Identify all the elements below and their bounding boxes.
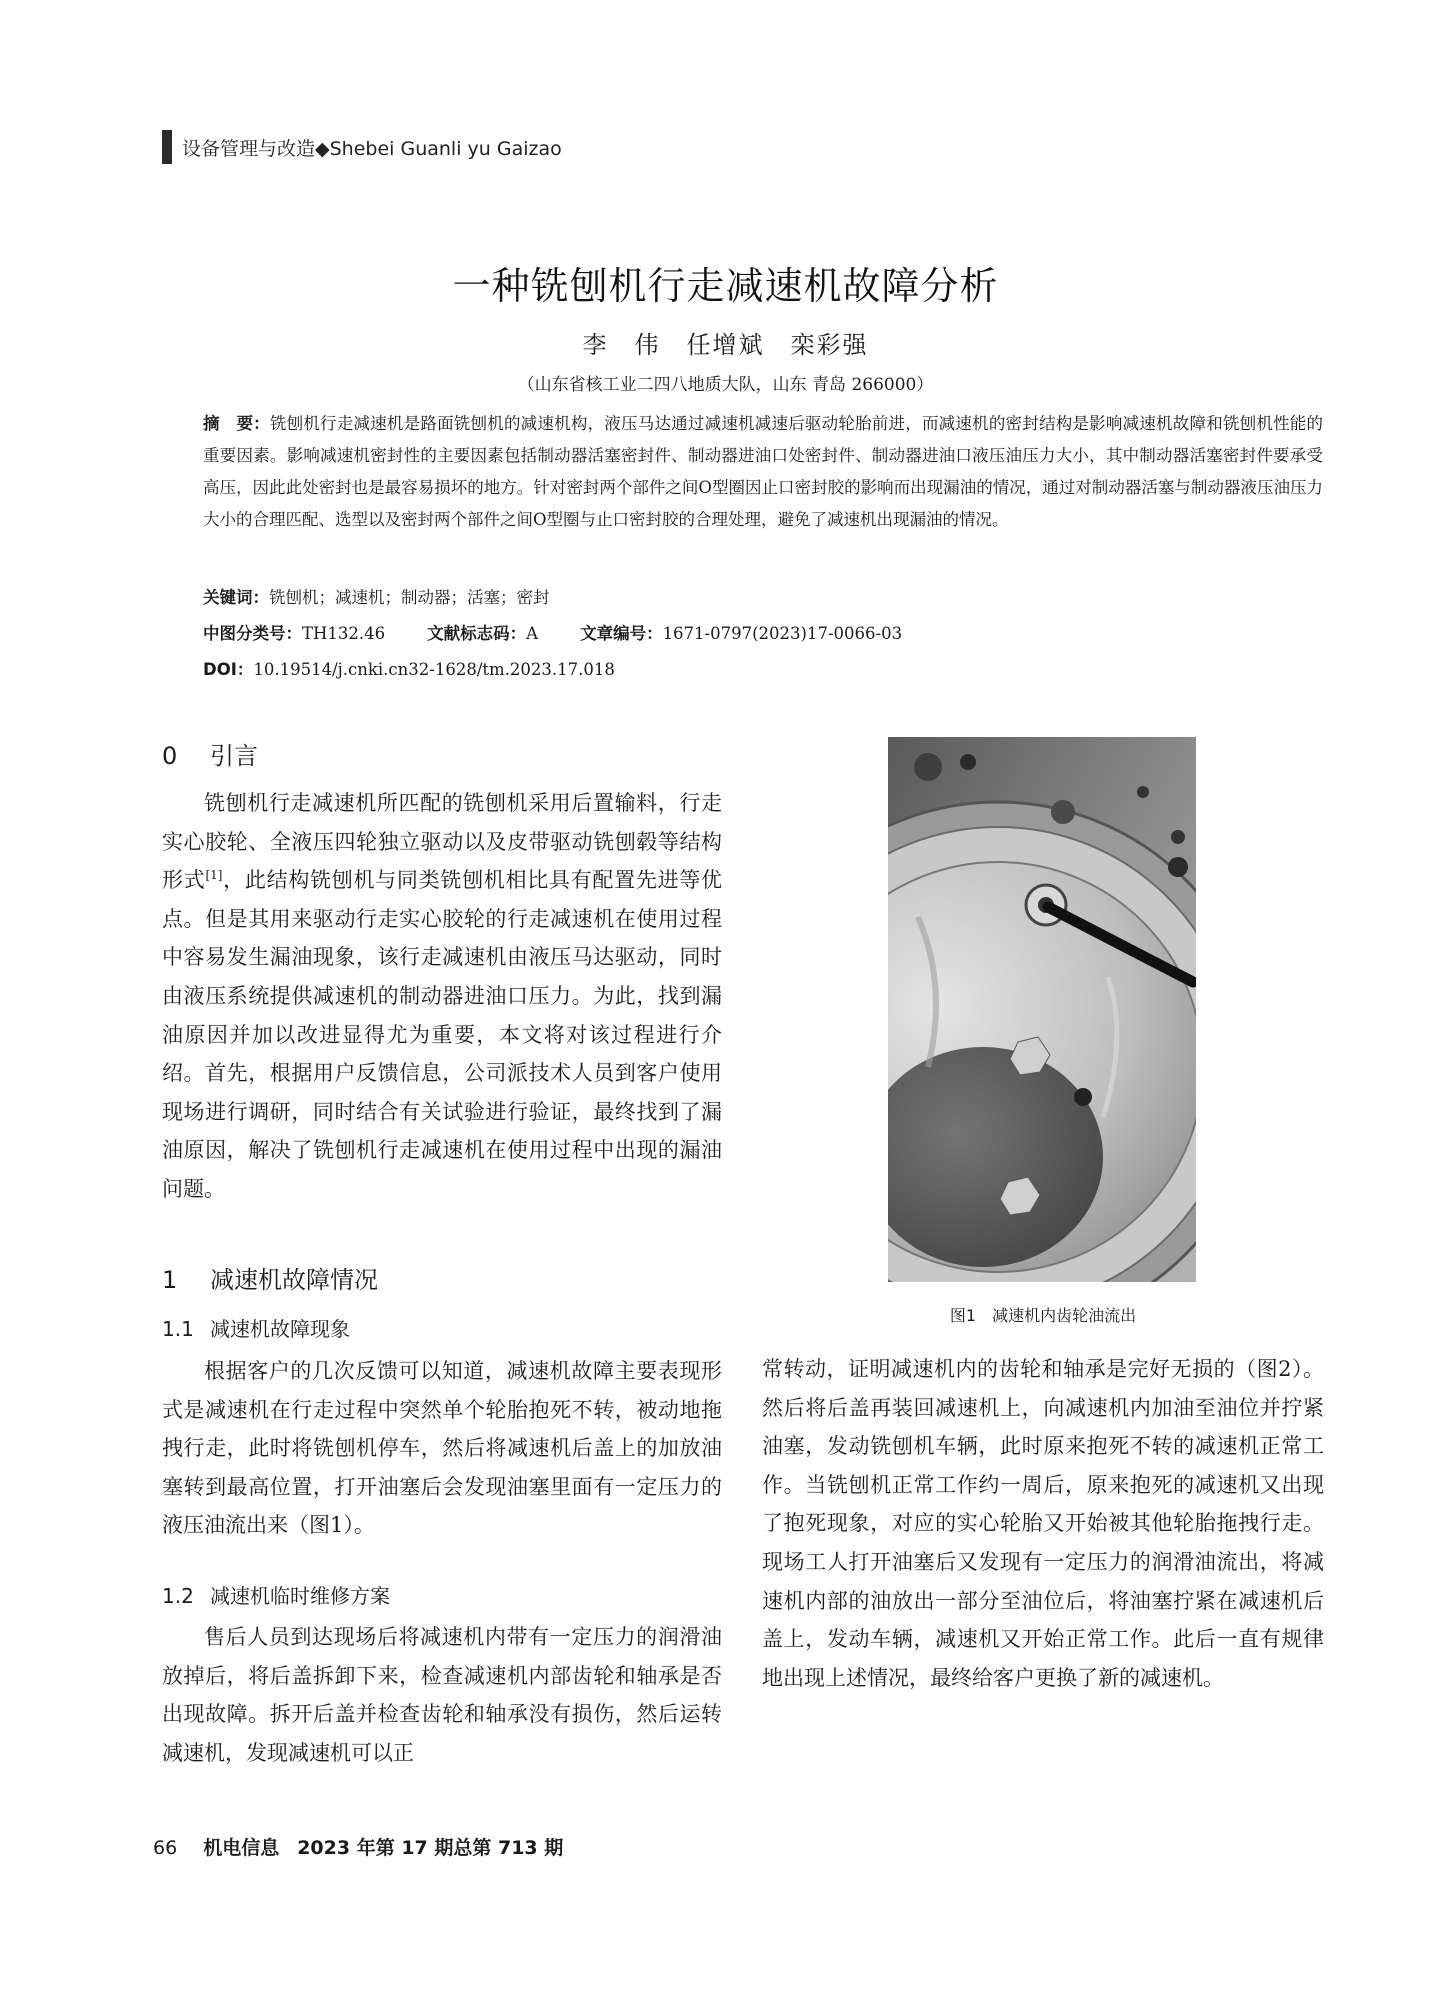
abstract-text: 铣刨机行走减速机是路面铣刨机的减速机构，液压马达通过减速机减速后驱动轮胎前进，而减速机的密封结构是影响减速机故障和铣刨机性能的重要因素。影响减速机密封性的主要因素包括制动器活塞密封件、制动器进油口处密封件、制动器进油口液压油压力大小，其中制动器活塞密封件要承受高压，因此此处密封也是最容易损坏的地方。针对密封两个部件之间O型圈因止口密封胶的影响而出现漏油的情况，通过对制动器活塞与制动器液压油压力大小的合理匹配、选型以及密封两个部件之间O型圈与止口密封胶的合理处理，避免了减速机出现漏油的情况。 [203, 414, 1324, 529]
citation-ref: [1] [205, 868, 223, 883]
paragraph-text: 售后人员到达现场后将减速机内带有一定压力的润滑油放掉后，将后盖拆卸下来，检查减速机内部齿轮和轴承是否出现故障。拆开后盖并检查齿轮和轴承没有损伤，然后运转减速机，发现减速机可以正 [162, 1625, 722, 1765]
section-number: 1 [162, 1266, 178, 1294]
clc-value: TH132.46 [302, 624, 386, 643]
header-bar [162, 130, 172, 164]
subsection-number: 1.2 [162, 1584, 194, 1608]
section-title: 减速机故障情况 [210, 1266, 378, 1294]
section-heading-1 [162, 1260, 378, 1295]
doc-code-label: 文献标志码： [427, 624, 527, 643]
doi-label: DOI： [203, 660, 254, 679]
abstract [203, 408, 1323, 536]
paragraph-1-2-continued [762, 1350, 1324, 1697]
subsection-title: 减速机故障现象 [210, 1317, 350, 1341]
affiliation: （山东省核工业二四八地质大队，山东 青岛 266000） [517, 375, 934, 395]
doi-value: 10.19514/j.cnki.cn32-1628/tm.2023.17.018 [253, 660, 615, 679]
page-number: 66 [153, 1837, 178, 1859]
intro-text-b: ，此结构铣刨机与同类铣刨机相比具有配置先进等优点。但是其用来驱动行走实心胶轮的行走减速机在使用过程中容易发生漏油现象，该行走减速机由液压马达驱动，同时由液压系统提供减速机的制动器进油口压力。为此，找到漏油原因并加以改进显得尤为重要，本文将对该过程进行介绍。首先，根据用户反馈信息，公司派技术人员到客户使用现场进行调研，同时结合有关试验进行验证，最终找到了漏油原因，解决了铣刨机行走减速机在使用过程中出现的漏油问题。 [162, 868, 723, 1201]
article-number-value: 1671-0797(2023)17-0066-03 [662, 624, 903, 643]
section-title: 引言 [210, 742, 258, 770]
authors: 李 伟 任增斌 栾彩强 [582, 331, 869, 359]
keywords-text: 铣刨机；减速机；制动器；活塞；密封 [269, 588, 550, 607]
subsection-number: 1.1 [162, 1317, 194, 1341]
running-header-text: 设备管理与改造◆Shebei Guanli yu Gaizao [182, 137, 562, 160]
paragraph-text: 根据客户的几次反馈可以知道，减速机故障主要表现形式是减速机在行走过程中突然单个轮胎抱死不转，被动地拖拽行走，此时将铣刨机停车，然后将减速机后盖上的加放油塞转到最高位置，打开油塞后会发现油塞里面有一定压力的液压油流出来（图1）。 [162, 1359, 722, 1538]
subsection-heading-1-1 [162, 1313, 350, 1342]
figure-1-photo [888, 737, 1196, 1282]
subsection-heading-1-2 [162, 1580, 390, 1609]
keywords-label: 关键词： [203, 588, 269, 607]
intro-paragraph [162, 784, 722, 1209]
abstract-label: 摘 要： [203, 414, 270, 433]
subsection-title: 减速机临时维修方案 [210, 1584, 390, 1608]
issue-info: 2023 年第 17 期总第 713 期 [297, 1837, 564, 1859]
figure-1-caption: 图1 减速机内齿轮油流出 [949, 1306, 1137, 1325]
journal-name: 机电信息 [203, 1837, 280, 1859]
doc-code-value: A [526, 624, 539, 643]
clc-label: 中图分类号： [203, 624, 302, 643]
article-title: 一种铣刨机行走减速机故障分析 [452, 264, 999, 308]
paragraph-1-1 [162, 1352, 722, 1545]
paragraph-1-2 [162, 1618, 722, 1772]
article-number-label: 文章编号： [580, 624, 663, 643]
keywords [203, 584, 550, 608]
section-number: 0 [162, 742, 178, 770]
intro-text-a: 铣刨机行走减速机所匹配的铣刨机采用后置输料，行走实心胶轮、全液压四轮独立驱动以及皮带驱动铣刨毂等结构形式 [162, 791, 722, 893]
doi-line [203, 656, 615, 680]
page-footer [153, 1833, 563, 1860]
running-header [162, 130, 562, 164]
classification-line [203, 620, 902, 644]
section-heading-0 [162, 736, 258, 771]
paragraph-text: 常转动，证明减速机内的齿轮和轴承是完好无损的（图2）。然后将后盖再装回减速机上，向减速机内加油至油位并拧紧油塞，发动铣刨机车辆，此时原来抱死不转的减速机正常工作。当铣刨机正常工作约一周后，原来抱死的减速机又出现了抱死现象，对应的实心轮胎又开始被其他轮胎拖拽行走。现场工人打开油塞后又发现有一定压力的润滑油流出，将减速机内部的油放出一部分至油位后，将油塞拧紧在减速机后盖上，发动车辆，减速机又开始正常工作。此后一直有规律地出现上述情况，最终给客户更换了新的减速机。 [762, 1357, 1324, 1690]
